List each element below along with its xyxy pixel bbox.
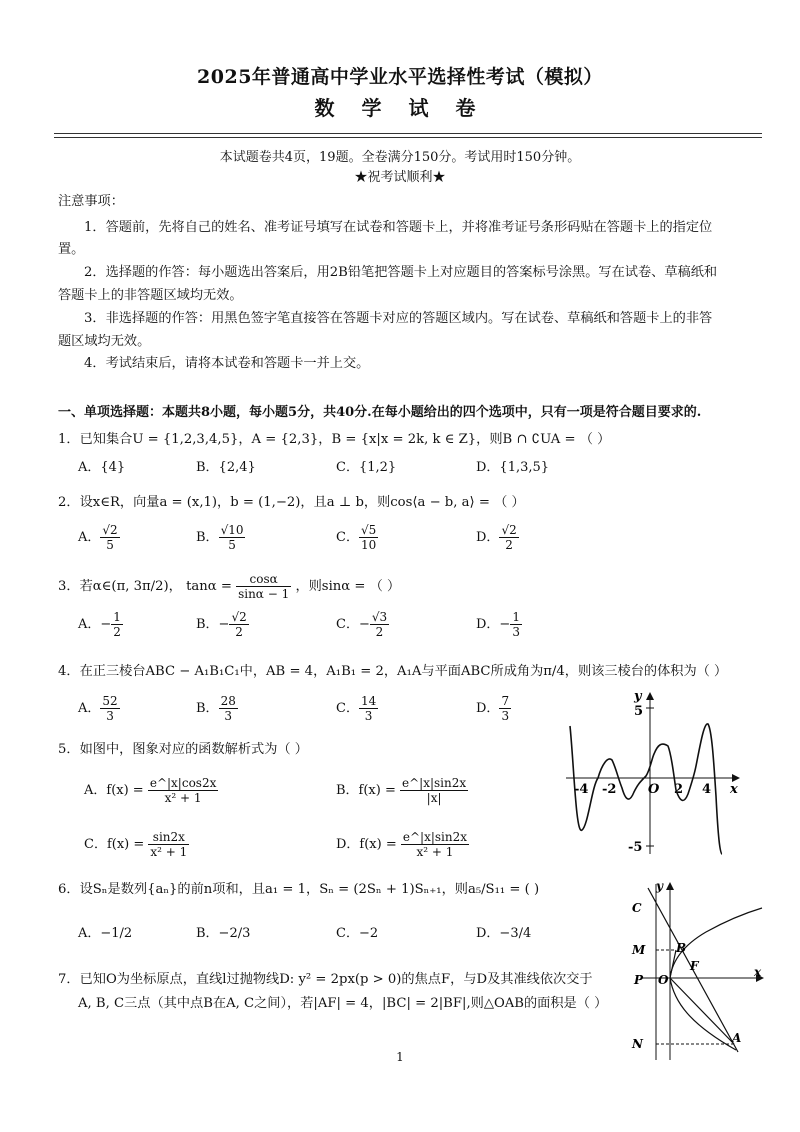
label-a: A — [732, 1031, 742, 1045]
label-f: F — [690, 959, 699, 973]
notice-item: 1．答题前，先将自己的姓名、准考证号填写在试卷和答题卡上，并将准考证号条形码贴在答题卡上的指定位 — [84, 220, 713, 235]
notice-item: 2．选择题的作答：每小题选出答案后，用2B铅笔把答题卡上对应题目的答案标号涂黑。写在试卷、草稿纸和 — [84, 265, 718, 280]
label-y: y — [656, 879, 663, 893]
q5-option-a[interactable]: A．f(x) = $\frac{e\^{}|x|\cos 2x}{\text{x² + 1}}$ — [84, 776, 217, 805]
q3-option-c[interactable]: C．− $\frac{√3}{2}$ — [336, 610, 388, 639]
notice-heading: 注意事项： — [58, 194, 124, 209]
x-tick-label: -4 — [574, 782, 589, 797]
x-tick-label: 2 — [674, 782, 684, 797]
exam-subtitle: 数 学 试 卷 — [314, 96, 486, 120]
q5-option-d[interactable]: D．f(x) = $\frac{e\^{}|x|\sin 2x}{\text{x² + 1}}$ — [336, 830, 468, 859]
divider — [54, 137, 762, 138]
question-6-stem: 6．设Sₙ是数列{aₙ}的前n项和，且a₁ = 1，Sₙ = (2Sₙ + 1)Sₙ₊₁，则a₅/S₁₁ = ( ) — [58, 882, 540, 897]
y-tick-label: -5 — [628, 840, 643, 855]
label-m: M — [632, 943, 646, 957]
q6-option-b[interactable]: B．−2/3 — [196, 926, 251, 941]
q4-option-d[interactable]: D． $\frac{7}{3}$ — [476, 694, 510, 723]
exam-title: 2025年普通高中学业水平选择性考试（模拟） — [197, 66, 603, 88]
segment-oa — [670, 978, 734, 1044]
question-2-stem: 2．设x∈R，向量a = (x,1)，b = (1,−2)，且a ⊥ b，则cos⟨a − b, a⟩ = （ ） — [58, 495, 525, 510]
q4-option-b[interactable]: B． $\frac{28}{3}$ — [196, 694, 236, 723]
question-3-stem: 3．若α∈(π, 3π/2)， tanα = $\frac{\cos\alpha}{\sin\alpha - 1}$ ，则sinα = （ ） — [58, 572, 401, 601]
notice-item: 置。 — [58, 242, 85, 257]
label-p: P — [634, 973, 644, 987]
q6-option-a[interactable]: A．−1/2 — [78, 926, 133, 941]
exam-info: 本试题卷共4页，19题。全卷满分150分。考试用时150分钟。 — [219, 150, 581, 165]
question-5-stem: 5．如图中，图象对应的函数解析式为（ ） — [58, 742, 308, 757]
parabola — [670, 908, 762, 1050]
q2-option-d[interactable]: D． $\frac{√2}{2}$ — [476, 523, 517, 552]
y-axis-arrow — [666, 882, 674, 890]
q2-option-a[interactable]: A． $\frac{√2}{5}$ — [78, 523, 118, 552]
question-7-stem-cont: A, B, C三点（其中点B在A, C之间），若|AF| = 4，|BC| = 2|BF|,则△OAB的面积是（ ） — [78, 996, 608, 1011]
label-o: O — [658, 973, 669, 987]
q5-option-b[interactable]: B．f(x) = $\frac{e\^{}|x|\sin 2x}{|x|}$ — [336, 776, 467, 805]
section-heading: 一、单项选择题：本题共8小题，每小题5分，共40分.在每小题给出的四个选项中，只有一项是符合题目要求的. — [58, 405, 702, 420]
notice-item: 答题卡上的非答题区域均无效。 — [58, 288, 243, 303]
q2-option-c[interactable]: C． $\frac{√5}{10}$ — [336, 523, 377, 552]
exam-wish: ★祝考试顺利★ — [354, 170, 446, 185]
notice-item: 3．非选择题的作答：用黑色签字笔直接答在答题卡对应的答题区域内。写在试卷、草稿纸和答题卡上的非答 — [84, 311, 713, 326]
q2-option-b[interactable]: B． $\frac{√10}{5}$ — [196, 523, 244, 552]
x-tick-label: -2 — [602, 782, 617, 797]
question-7-stem: 7．已知O为坐标原点，直线l过抛物线D: y² = 2px(p > 0)的焦点F，与D及其准线依次交于 — [58, 972, 593, 987]
function-curve — [570, 724, 722, 854]
q1-option-a[interactable]: A．{4} — [78, 460, 126, 475]
label-x: x — [754, 965, 762, 979]
notice-item: 4．考试结束后，请将本试卷和答题卡一并上交。 — [84, 356, 370, 371]
q1-option-c[interactable]: C．{1,2} — [336, 460, 397, 475]
q7-parabola-figure — [626, 874, 776, 1064]
q5-function-graph — [556, 686, 746, 858]
x-axis-arrow — [732, 774, 740, 782]
q6-option-d[interactable]: D．−3/4 — [476, 926, 532, 941]
origin-label: O — [648, 782, 660, 797]
q4-option-c[interactable]: C． $\frac{14}{3}$ — [336, 694, 377, 723]
label-b: B — [676, 941, 687, 955]
divider — [54, 133, 762, 134]
q3-option-a[interactable]: A．− $\frac{1}{2}$ — [78, 610, 121, 639]
q3-option-b[interactable]: B．− $\frac{√2}{2}$ — [196, 610, 247, 639]
q4-option-a[interactable]: A． $\frac{52}{3}$ — [78, 694, 118, 723]
q3-option-d[interactable]: D．− $\frac{1}{3}$ — [476, 610, 520, 639]
page-number: 1 — [396, 1050, 404, 1064]
x-tick-label: 4 — [702, 782, 712, 797]
label-n: N — [632, 1037, 643, 1051]
y-tick-label: 5 — [634, 704, 644, 719]
q6-option-c[interactable]: C．−2 — [336, 926, 379, 941]
y-axis-arrow — [646, 692, 654, 700]
q5-option-c[interactable]: C．f(x) = $\frac{\sin 2x}{\text{x² + 1}}$ — [84, 830, 188, 859]
notice-item: 题区域均无效。 — [58, 334, 151, 349]
question-1-stem: 1．已知集合U = {1,2,3,4,5}，A = {2,3}，B = {x|x = 2k, k ∈ Z}，则B ∩ ∁UA = （ ） — [58, 432, 611, 447]
question-4-stem: 4．在正三棱台ABC − A₁B₁C₁中，AB = 4，A₁B₁ = 2，A₁A与平面ABC所成角为π/4，则该三棱台的体积为（ ） — [58, 664, 728, 679]
label-c: C — [632, 901, 642, 915]
y-axis-label: y — [634, 689, 642, 704]
x-axis-label: x — [730, 782, 738, 797]
q1-option-b[interactable]: B．{2,4} — [196, 460, 256, 475]
q1-option-d[interactable]: D．{1,3,5} — [476, 460, 550, 475]
